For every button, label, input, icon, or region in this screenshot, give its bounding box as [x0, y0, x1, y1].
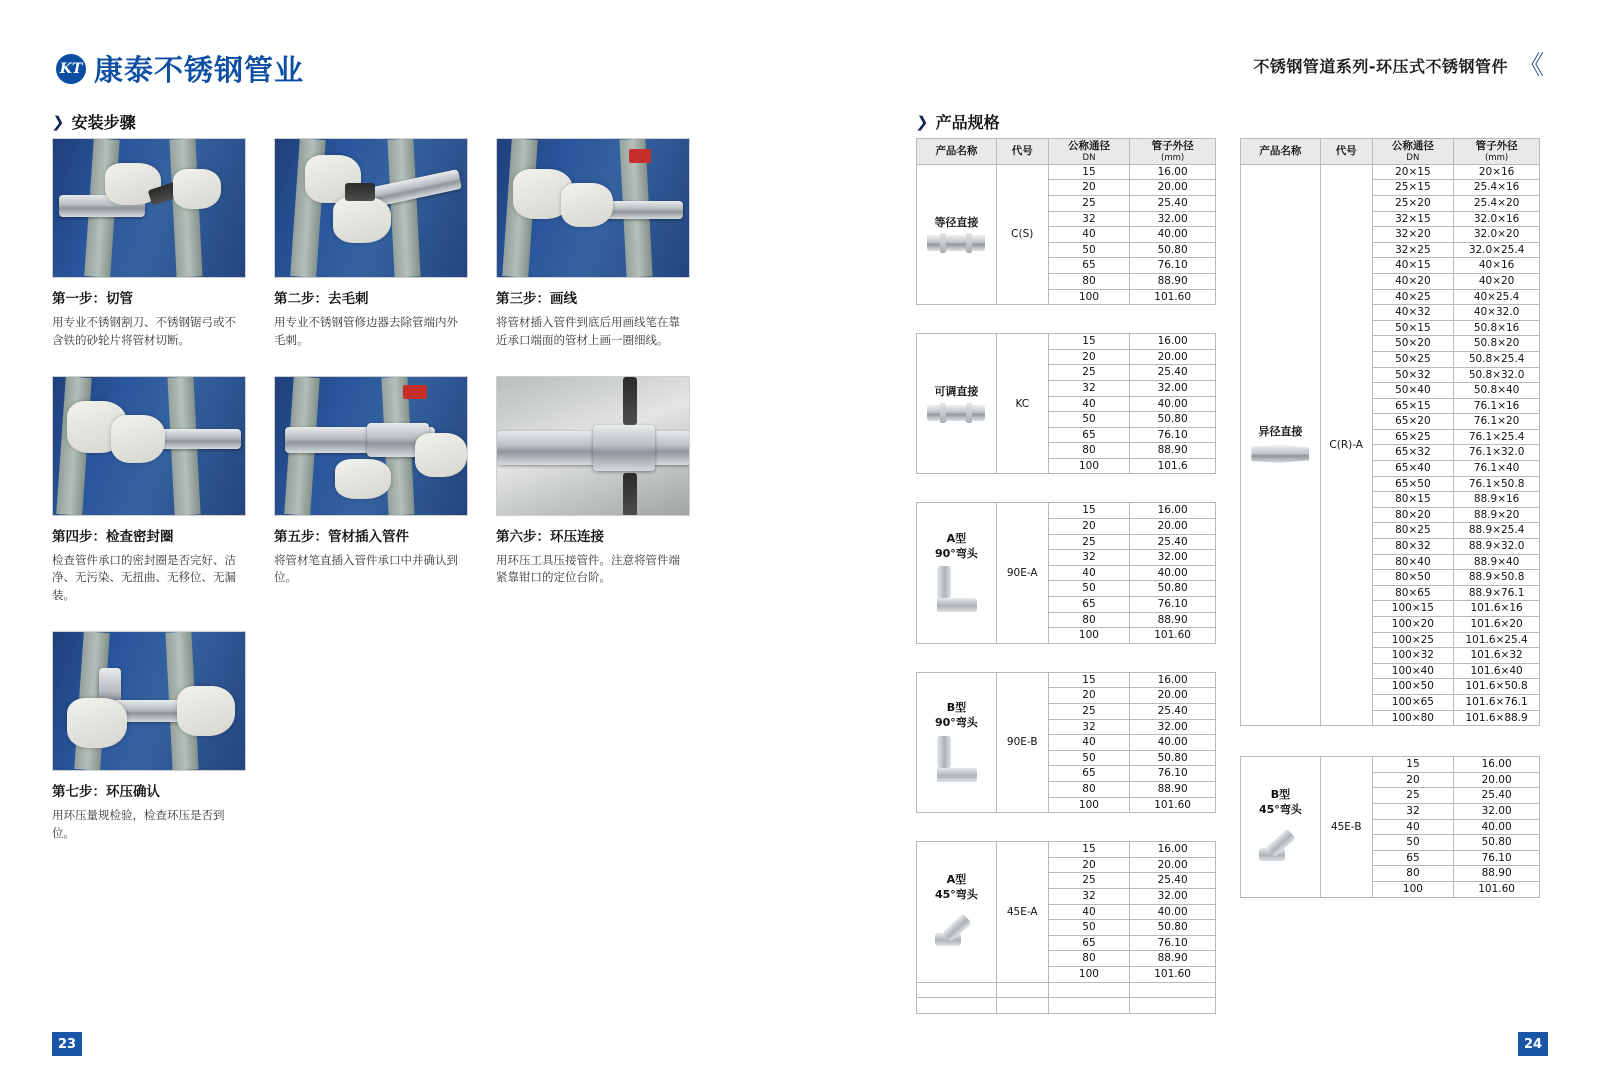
step-item [52, 376, 246, 605]
dn-value: 65×20 [1372, 414, 1454, 430]
od-value: 20×16 [1454, 164, 1540, 180]
od-value: 50.80 [1130, 920, 1216, 936]
dn-value: 100×20 [1372, 617, 1454, 633]
od-value: 40×16 [1454, 258, 1540, 274]
od-value: 40.00 [1130, 565, 1216, 581]
elbow-90-a-icon [933, 566, 979, 612]
col-code: 代号 [996, 139, 1048, 165]
step-description: 将管材笔直插入管件承口中并确认到位。 [274, 552, 458, 585]
product-spec-heading-label: 产品规格 [935, 113, 1000, 132]
install-steps-heading-label: 安装步骤 [71, 113, 136, 132]
od-value: 32.00 [1130, 211, 1216, 227]
od-value: 101.6×76.1 [1454, 694, 1540, 710]
step-1-photo [52, 138, 246, 278]
spec-table-reducing-coupling [1240, 138, 1540, 726]
od-value: 76.10 [1454, 850, 1540, 866]
od-value: 40.00 [1130, 735, 1216, 751]
od-value: 50.80 [1454, 835, 1540, 851]
dn-value: 40 [1048, 396, 1130, 412]
od-value: 50.80 [1130, 412, 1216, 428]
product-code: 45E-B [1320, 757, 1372, 897]
dn-value: 100 [1048, 797, 1130, 813]
od-value: 40×20 [1454, 273, 1540, 289]
dn-value: 15 [1048, 334, 1130, 350]
od-value: 40×32.0 [1454, 305, 1540, 321]
dn-value: 80 [1048, 612, 1130, 628]
od-value: 32.00 [1130, 550, 1216, 566]
od-value: 88.9×50.8 [1454, 570, 1540, 586]
step-title: 第三步：画线 [496, 291, 577, 307]
od-value: 50.80 [1130, 750, 1216, 766]
dn-value: 65×40 [1372, 461, 1454, 477]
step-4-photo [52, 376, 246, 516]
step-item [274, 376, 468, 605]
od-value: 32.00 [1130, 380, 1216, 396]
step-3-photo [496, 138, 690, 278]
dn-value: 15 [1048, 164, 1130, 180]
elbow-90-b-icon [933, 736, 979, 782]
dn-value: 32 [1048, 888, 1130, 904]
dn-value: 80 [1048, 443, 1130, 459]
dn-value: 65 [1048, 766, 1130, 782]
dn-value: 25 [1372, 788, 1454, 804]
dn-value: 40×32 [1372, 305, 1454, 321]
product-name-label-line2: 45°弯头 [934, 888, 978, 902]
header-title-group [1253, 52, 1544, 78]
empty-cell [1130, 998, 1216, 1014]
dn-value: 80 [1372, 866, 1454, 882]
dn-value: 80×25 [1372, 523, 1454, 539]
install-steps-grid [52, 138, 692, 857]
od-value: 88.9×25.4 [1454, 523, 1540, 539]
step-description: 检查管件承口的密封圈是否完好、洁净、无污染、无扭曲、无移位、无漏装。 [52, 552, 236, 603]
dn-value: 20 [1048, 688, 1130, 704]
dn-value: 50 [1372, 835, 1454, 851]
od-value: 76.10 [1130, 597, 1216, 613]
od-value: 88.90 [1130, 273, 1216, 289]
od-value: 20.00 [1130, 180, 1216, 196]
od-value: 20.00 [1454, 772, 1540, 788]
product-code: C(R)-A [1320, 164, 1372, 725]
dn-value: 100×15 [1372, 601, 1454, 617]
od-value: 20.00 [1130, 349, 1216, 365]
dn-value: 15 [1048, 503, 1130, 519]
steps-row [52, 138, 692, 350]
od-value: 76.1×25.4 [1454, 429, 1540, 445]
product-name-label: 等径直接 [934, 215, 979, 229]
step-description: 用环压量规检验，检查环压是否到位。 [52, 808, 225, 840]
product-name-label-line1: A型 [946, 873, 967, 887]
elbow-45-a-icon [933, 908, 979, 948]
empty-cell [996, 998, 1048, 1014]
reducing-coupling-icon [1251, 445, 1309, 463]
arrow-icon: ❯ [51, 112, 66, 131]
steps-row [52, 631, 692, 843]
dn-value: 50×25 [1372, 351, 1454, 367]
adjustable-coupling-icon [927, 405, 985, 421]
od-value: 101.60 [1454, 881, 1540, 897]
dn-value: 25 [1048, 534, 1130, 550]
dn-value: 100×32 [1372, 648, 1454, 664]
step-title: 第四步：检查密封圈 [52, 528, 174, 545]
od-value: 88.90 [1130, 612, 1216, 628]
od-value: 16.00 [1130, 334, 1216, 350]
product-cell [917, 672, 997, 812]
dn-value: 65 [1048, 935, 1130, 951]
col-dn: 公称通径 DN [1372, 139, 1454, 165]
step-description: 用专业不锈钢管修边器去除管端内外毛刺。 [274, 315, 458, 347]
table-row [1241, 757, 1540, 773]
od-value: 88.9×76.1 [1454, 585, 1540, 601]
table-row [1241, 164, 1540, 180]
product-name-label: 可调直接 [934, 384, 979, 398]
spec-table-elbow-90-a [916, 502, 1216, 643]
col-code: 代号 [1320, 139, 1372, 165]
od-value: 25.4×16 [1454, 180, 1540, 196]
page-number-right: 24 [1518, 1032, 1548, 1056]
dn-value: 80 [1048, 951, 1130, 967]
dn-value: 100 [1048, 289, 1130, 305]
product-code: 45E-A [996, 842, 1048, 982]
od-value: 76.1×32.0 [1454, 445, 1540, 461]
step-item [274, 138, 468, 350]
dn-value: 80×50 [1372, 570, 1454, 586]
product-cell [1241, 164, 1321, 725]
spec-table-elbow-45-b [1240, 756, 1540, 897]
od-value: 25.40 [1454, 788, 1540, 804]
dn-value: 25 [1048, 873, 1130, 889]
dn-value: 50 [1048, 750, 1130, 766]
dn-value: 100×40 [1372, 663, 1454, 679]
dn-value: 20 [1048, 857, 1130, 873]
product-cell [917, 334, 997, 474]
od-value: 32.0×20 [1454, 227, 1540, 243]
col-product-name: 产品名称 [917, 139, 997, 165]
dn-value: 20 [1048, 180, 1130, 196]
dn-value: 40 [1048, 227, 1130, 243]
dn-value: 40 [1048, 735, 1130, 751]
dn-value: 80×20 [1372, 507, 1454, 523]
dn-value: 32 [1048, 550, 1130, 566]
spec-table-elbow-90-b [916, 672, 1216, 813]
od-value: 20.00 [1130, 857, 1216, 873]
chevron-left-icon: 《 [1517, 50, 1544, 80]
dn-value: 80×32 [1372, 539, 1454, 555]
table-row-empty [917, 998, 1216, 1014]
od-value: 76.10 [1130, 427, 1216, 443]
dn-value: 50 [1048, 242, 1130, 258]
product-cell [917, 503, 997, 643]
product-cell [1241, 757, 1321, 897]
step-5-photo [274, 376, 468, 516]
od-value: 40.00 [1454, 819, 1540, 835]
dn-value: 25×20 [1372, 195, 1454, 211]
dn-value: 50 [1048, 412, 1130, 428]
dn-value: 32 [1048, 211, 1130, 227]
table-row [917, 842, 1216, 858]
dn-value: 65 [1372, 850, 1454, 866]
od-value: 50.8×40 [1454, 383, 1540, 399]
col-product-name: 产品名称 [1241, 139, 1321, 165]
dn-value: 65×25 [1372, 429, 1454, 445]
page-gutter [800, 0, 801, 1086]
step-title: 第五步：管材插入管件 [274, 528, 409, 545]
od-value: 25.40 [1130, 534, 1216, 550]
od-value: 88.90 [1130, 443, 1216, 459]
step-item [496, 138, 690, 350]
step-title: 第六步：环压连接 [496, 528, 604, 545]
od-value: 101.6×20 [1454, 617, 1540, 633]
dn-value: 80 [1048, 273, 1130, 289]
od-value: 76.1×40 [1454, 461, 1540, 477]
od-value: 50.8×20 [1454, 336, 1540, 352]
od-value: 50.8×25.4 [1454, 351, 1540, 367]
od-value: 76.10 [1130, 258, 1216, 274]
dn-value: 25 [1048, 365, 1130, 381]
product-name-label-line1: B型 [1270, 788, 1291, 802]
od-value: 76.1×50.8 [1454, 476, 1540, 492]
dn-value: 32×25 [1372, 242, 1454, 258]
dn-value: 32×15 [1372, 211, 1454, 227]
table-row [917, 503, 1216, 519]
brand-name: 康泰不锈钢管业 [94, 53, 305, 87]
dn-value: 40×20 [1372, 273, 1454, 289]
table-row [917, 672, 1216, 688]
od-value: 88.9×20 [1454, 507, 1540, 523]
dn-value: 50×40 [1372, 383, 1454, 399]
od-value: 32.00 [1130, 888, 1216, 904]
dn-value: 100×80 [1372, 710, 1454, 726]
product-name-label-line1: A型 [946, 531, 967, 545]
straight-coupling-icon [927, 235, 985, 251]
od-value: 25.40 [1130, 873, 1216, 889]
od-value: 50.8×16 [1454, 320, 1540, 336]
od-value: 101.6×16 [1454, 601, 1540, 617]
od-value: 101.6×88.9 [1454, 710, 1540, 726]
od-value: 40.00 [1130, 396, 1216, 412]
dn-value: 25 [1048, 704, 1130, 720]
empty-cell [1048, 982, 1130, 998]
od-value: 101.6 [1130, 458, 1216, 474]
dn-value: 80×15 [1372, 492, 1454, 508]
od-value: 32.00 [1130, 719, 1216, 735]
step-title: 第二步：去毛刺 [274, 291, 369, 307]
od-value: 16.00 [1130, 503, 1216, 519]
od-value: 76.1×16 [1454, 398, 1540, 414]
od-value: 20.00 [1130, 519, 1216, 535]
dn-value: 40 [1048, 565, 1130, 581]
dn-value: 50 [1048, 920, 1130, 936]
od-value: 88.9×32.0 [1454, 539, 1540, 555]
step-description: 用专业不锈钢割刀、不锈钢锯弓或不含铁的砂轮片将管材切断。 [52, 315, 236, 347]
dn-value: 40 [1048, 904, 1130, 920]
dn-value: 50×32 [1372, 367, 1454, 383]
empty-cell [1130, 982, 1216, 998]
dn-value: 40×25 [1372, 289, 1454, 305]
product-name-label-line2: 90°弯头 [934, 546, 978, 560]
dn-value: 80×65 [1372, 585, 1454, 601]
dn-value: 100×50 [1372, 679, 1454, 695]
page-title: 不锈钢管道系列-环压式不锈钢管件 [1253, 56, 1508, 76]
dn-value: 32 [1048, 719, 1130, 735]
table-row [917, 334, 1216, 350]
od-value: 16.00 [1130, 842, 1216, 858]
spec-tables-column-right [1240, 138, 1540, 898]
step-item [52, 631, 246, 843]
od-value: 40×25.4 [1454, 289, 1540, 305]
od-value: 50.80 [1130, 581, 1216, 597]
od-value: 101.6×40 [1454, 663, 1540, 679]
dn-value: 20×15 [1372, 164, 1454, 180]
step-7-photo [52, 631, 246, 771]
dn-value: 50 [1048, 581, 1130, 597]
col-od: 管子外径 (mm) [1454, 139, 1540, 165]
step-item [496, 376, 690, 605]
dn-value: 65 [1048, 597, 1130, 613]
dn-value: 65 [1048, 427, 1130, 443]
product-name-label-line1: B型 [946, 701, 967, 715]
od-value: 40.00 [1130, 904, 1216, 920]
step-description: 将管材插入管件到底后用画线笔在靠近承口端面的管材上画一圈细线。 [496, 315, 680, 347]
dn-value: 65×50 [1372, 476, 1454, 492]
table-header-row [1241, 139, 1540, 165]
dn-value: 32×20 [1372, 227, 1454, 243]
od-value: 88.90 [1130, 781, 1216, 797]
od-value: 32.0×25.4 [1454, 242, 1540, 258]
od-value: 88.9×16 [1454, 492, 1540, 508]
col-dn: 公称通径 DN [1048, 139, 1130, 165]
dn-value: 20 [1372, 772, 1454, 788]
empty-cell [917, 998, 997, 1014]
product-name-label-line2: 45°弯头 [1258, 803, 1302, 817]
od-value: 25.40 [1130, 195, 1216, 211]
dn-value: 15 [1372, 757, 1454, 773]
od-value: 101.6×32 [1454, 648, 1540, 664]
od-value: 25.40 [1130, 365, 1216, 381]
col-od: 管子外径 (mm) [1130, 139, 1216, 165]
dn-value: 32 [1372, 803, 1454, 819]
od-value: 88.90 [1130, 951, 1216, 967]
od-value: 16.00 [1454, 757, 1540, 773]
arrow-icon: ❯ [915, 112, 930, 131]
empty-cell [996, 982, 1048, 998]
od-value: 16.00 [1130, 164, 1216, 180]
od-value: 101.60 [1130, 628, 1216, 644]
product-name-label: 异径直接 [1258, 425, 1303, 439]
od-value: 76.10 [1130, 766, 1216, 782]
spec-tables-column-left [916, 138, 1216, 1014]
od-value: 32.00 [1454, 803, 1540, 819]
step-item [52, 138, 246, 350]
spec-table-adjustable-coupling [916, 333, 1216, 474]
elbow-45-b-icon [1257, 823, 1303, 863]
product-name-label-line2: 90°弯头 [934, 715, 978, 729]
od-value: 88.9×40 [1454, 554, 1540, 570]
product-code: C(S) [996, 164, 1048, 304]
step-2-photo [274, 138, 468, 278]
od-value: 25.4×20 [1454, 195, 1540, 211]
steps-row [52, 376, 692, 605]
dn-value: 100 [1048, 966, 1130, 982]
product-code: 90E-B [996, 672, 1048, 812]
dn-value: 100 [1372, 881, 1454, 897]
dn-value: 50×20 [1372, 336, 1454, 352]
dn-value: 25×15 [1372, 180, 1454, 196]
table-row-empty [917, 982, 1216, 998]
product-code: 90E-A [996, 503, 1048, 643]
spec-table-straight-coupling [916, 138, 1216, 305]
product-code: KC [996, 334, 1048, 474]
product-spec-heading [916, 110, 1000, 133]
dn-value: 25 [1048, 195, 1130, 211]
od-value: 101.6×25.4 [1454, 632, 1540, 648]
brand-logo [56, 48, 304, 89]
od-value: 101.6×50.8 [1454, 679, 1540, 695]
od-value: 50.80 [1130, 242, 1216, 258]
dn-value: 15 [1048, 842, 1130, 858]
dn-value: 20 [1048, 519, 1130, 535]
logo-mark-icon: KT [56, 54, 86, 84]
install-steps-heading [52, 110, 136, 133]
page-number-left: 23 [52, 1032, 82, 1056]
od-value: 101.60 [1130, 797, 1216, 813]
od-value: 16.00 [1130, 672, 1216, 688]
dn-value: 100 [1048, 628, 1130, 644]
table-row [917, 164, 1216, 180]
dn-value: 80 [1048, 781, 1130, 797]
product-cell [917, 842, 997, 982]
table-header-row [917, 139, 1216, 165]
step-6-photo [496, 376, 690, 516]
od-value: 76.10 [1130, 935, 1216, 951]
dn-value: 40 [1372, 819, 1454, 835]
dn-value: 15 [1048, 672, 1130, 688]
empty-cell [1048, 998, 1130, 1014]
spec-table-elbow-45-a [916, 841, 1216, 1014]
dn-value: 40×15 [1372, 258, 1454, 274]
step-title: 第七步：环压确认 [52, 784, 160, 801]
od-value: 20.00 [1130, 688, 1216, 704]
dn-value: 65×15 [1372, 398, 1454, 414]
dn-value: 32 [1048, 380, 1130, 396]
od-value: 88.90 [1454, 866, 1540, 882]
dn-value: 80×40 [1372, 554, 1454, 570]
dn-value: 65 [1048, 258, 1130, 274]
dn-value: 100 [1048, 458, 1130, 474]
od-value: 40.00 [1130, 227, 1216, 243]
od-value: 101.60 [1130, 966, 1216, 982]
dn-value: 65×32 [1372, 445, 1454, 461]
step-description: 用环压工具压接管件。注意将管件端紧靠钳口的定位台阶。 [496, 552, 680, 585]
dn-value: 100×25 [1372, 632, 1454, 648]
od-value: 25.40 [1130, 704, 1216, 720]
step-title: 第一步：切管 [52, 291, 133, 307]
product-cell [917, 164, 997, 304]
dn-value: 20 [1048, 349, 1130, 365]
od-value: 101.60 [1130, 289, 1216, 305]
empty-cell [917, 982, 997, 998]
od-value: 50.8×32.0 [1454, 367, 1540, 383]
od-value: 32.0×16 [1454, 211, 1540, 227]
od-value: 76.1×20 [1454, 414, 1540, 430]
dn-value: 100×65 [1372, 694, 1454, 710]
dn-value: 50×15 [1372, 320, 1454, 336]
